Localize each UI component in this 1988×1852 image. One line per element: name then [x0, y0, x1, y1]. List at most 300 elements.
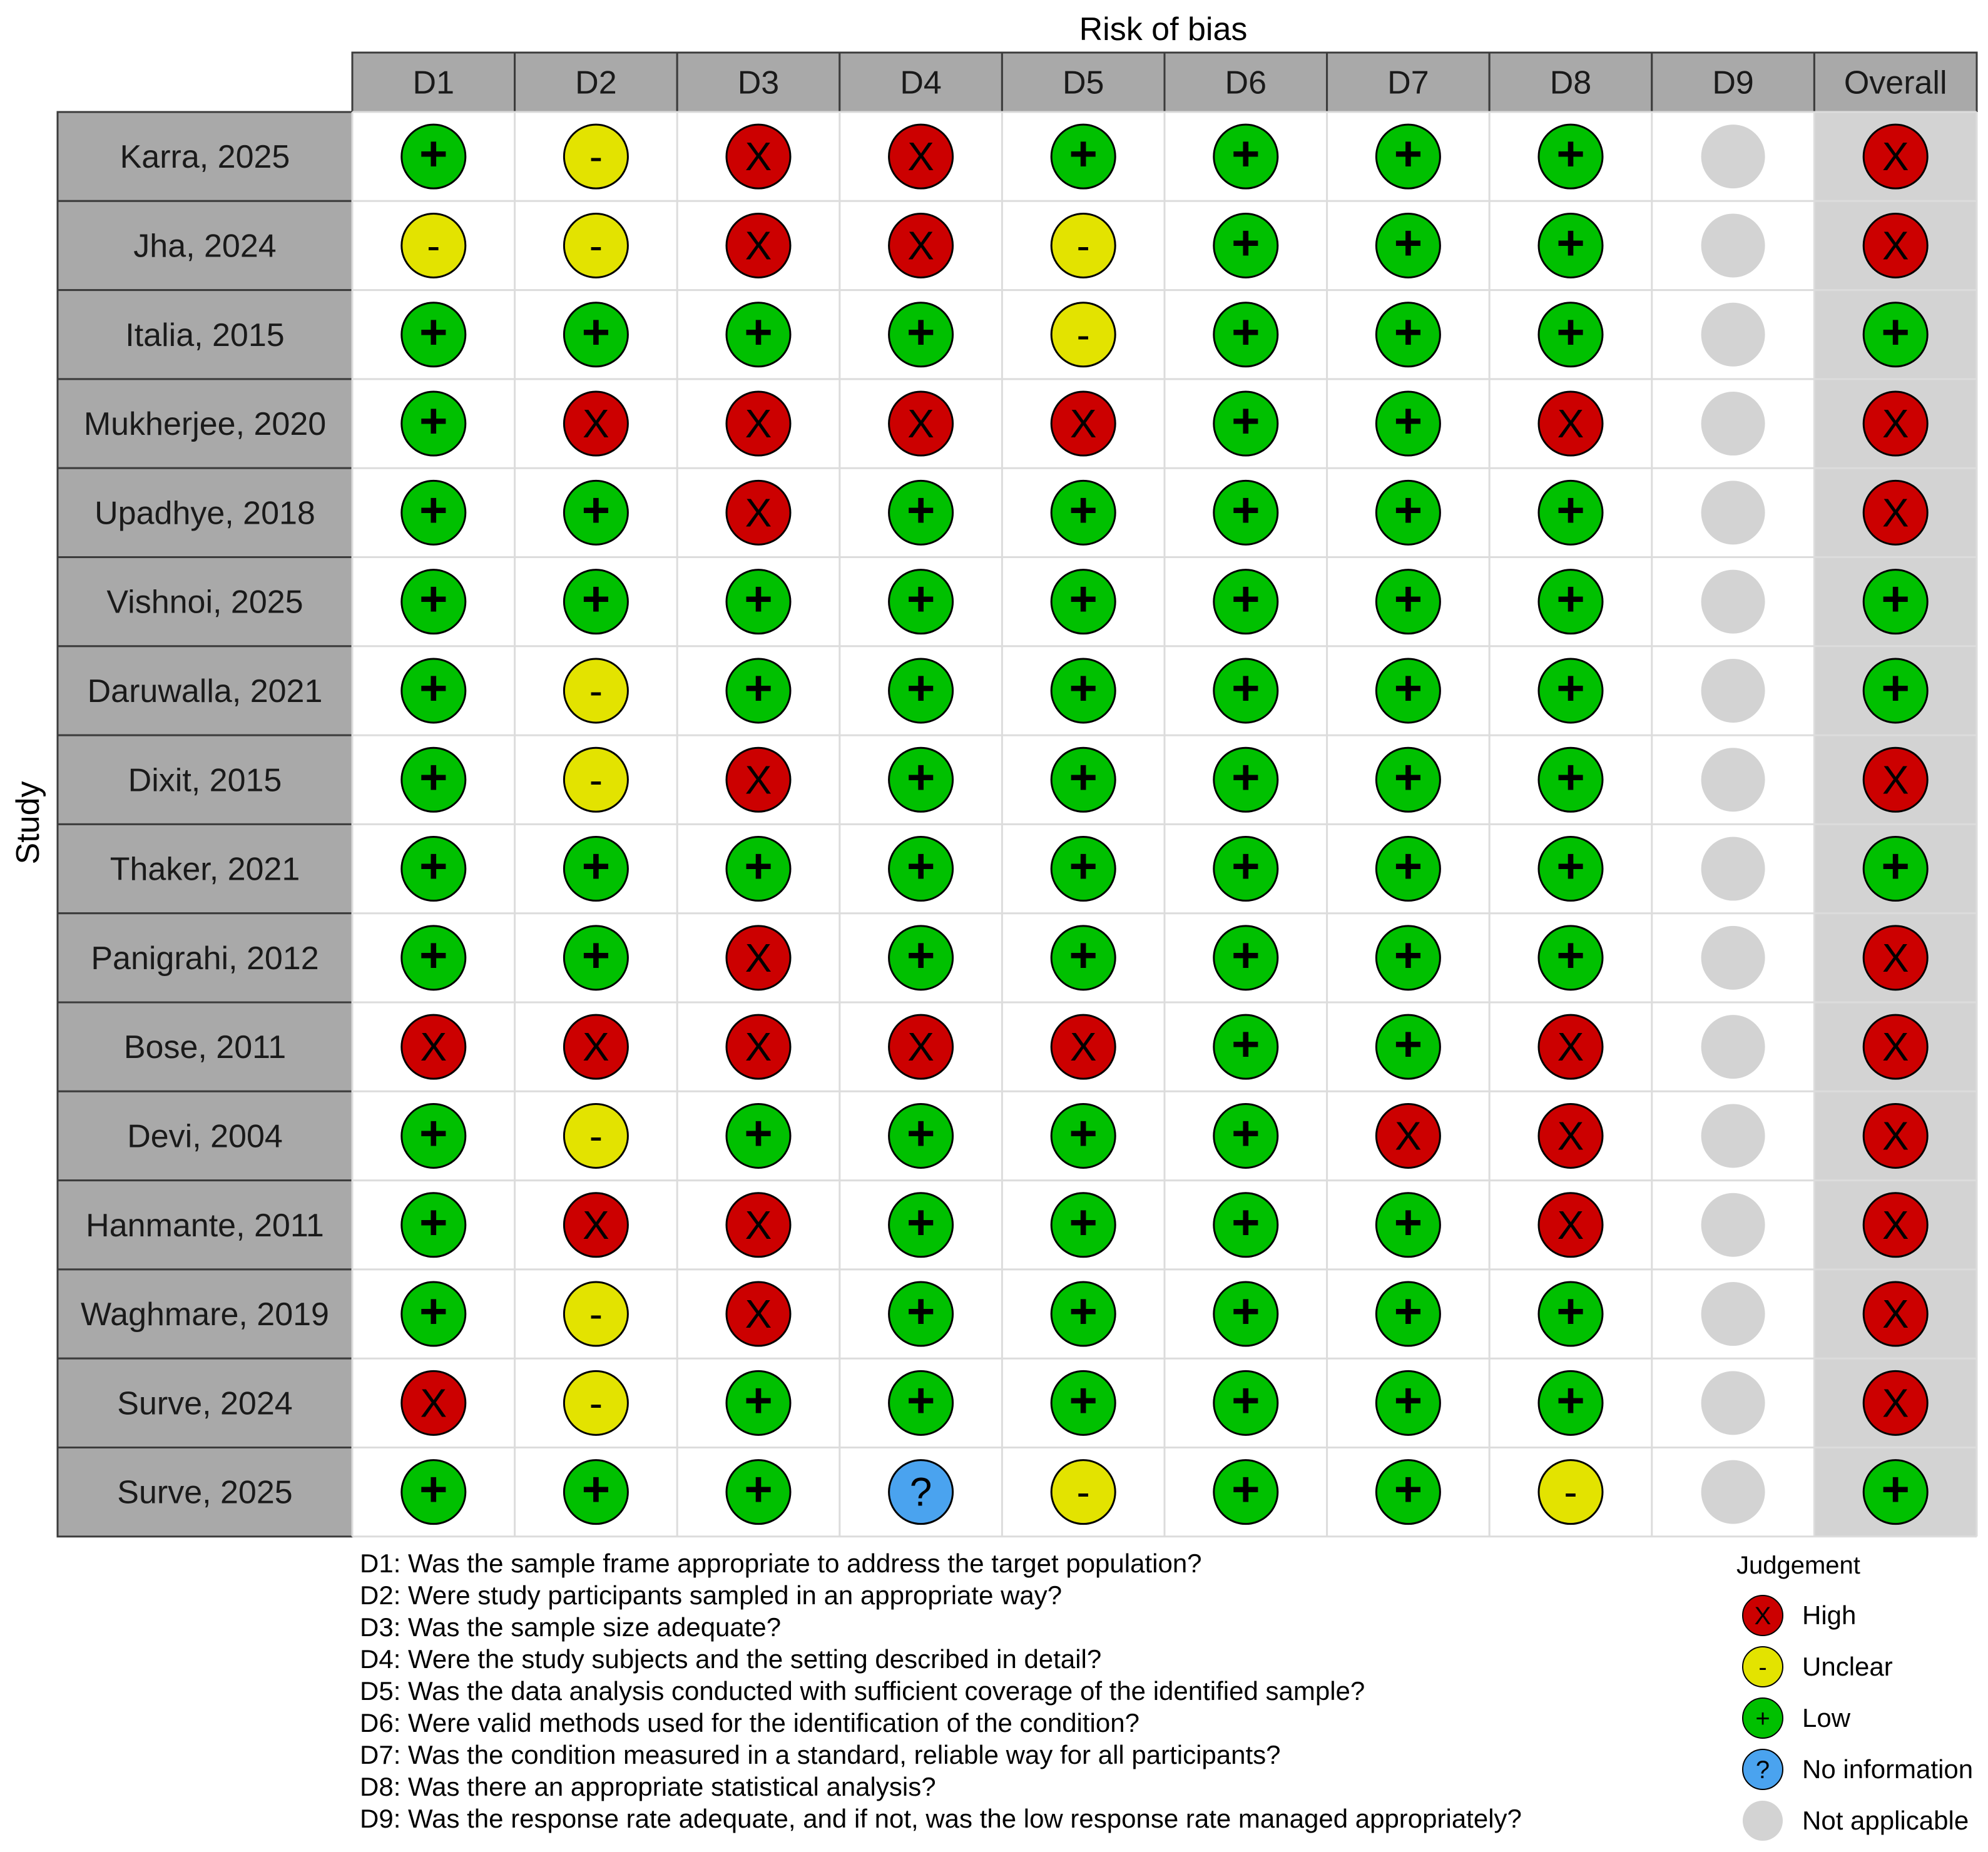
domain-descriptions	[360, 1549, 1522, 1833]
study-label-hanmante-2011: Hanmante, 2011	[86, 1207, 324, 1244]
judgement-symbol: X	[1882, 1291, 1909, 1337]
judgement-symbol: X	[1882, 935, 1909, 980]
judgement-symbol: +	[744, 303, 773, 359]
judgement-symbol: X	[1882, 1113, 1909, 1159]
judgement-dixit-2015-d8	[1539, 748, 1603, 812]
judgement-symbol: +	[1394, 126, 1423, 181]
judgement-waghmare-2019-d5	[1051, 1282, 1115, 1346]
legend-item-low	[1743, 1698, 1851, 1738]
legend-symbol: ?	[1755, 1756, 1770, 1784]
judgement-devi-2004-d1	[402, 1104, 466, 1168]
judgement-dixit-2015-overall	[1863, 748, 1927, 812]
judgement-symbol: +	[1231, 1105, 1260, 1161]
judgement-symbol: +	[1231, 1372, 1260, 1428]
judgement-hanmante-2011-d8	[1539, 1193, 1603, 1257]
legend	[1736, 1552, 1973, 1841]
column-header-d7: D7	[1387, 64, 1429, 101]
judgement-symbol: X	[745, 1291, 772, 1337]
judgement-vishnoi-2025-d4	[889, 570, 953, 634]
judgement-waghmare-2019-d9	[1701, 1282, 1765, 1346]
study-label-thaker-2021: Thaker, 2021	[110, 851, 300, 888]
judgement-symbol: +	[1231, 482, 1260, 537]
judgement-dixit-2015-d3	[726, 748, 790, 812]
column-header-d3: D3	[737, 64, 780, 101]
judgement-devi-2004-d6	[1214, 1104, 1278, 1168]
judgement-symbol: +	[1231, 393, 1260, 449]
column-header-d6: D6	[1225, 64, 1267, 101]
judgement-waghmare-2019-d8	[1539, 1282, 1603, 1346]
judgement-point	[1701, 659, 1765, 723]
judgement-thaker-2021-d3	[726, 837, 790, 901]
judgement-surve-2024-d1	[402, 1371, 466, 1435]
judgement-panigrahi-2012-d5	[1051, 926, 1115, 990]
judgement-jha-2024-overall	[1863, 213, 1927, 277]
column-header-d2: D2	[575, 64, 617, 101]
judgement-symbol: +	[1231, 1194, 1260, 1249]
judgement-symbol: +	[1394, 1372, 1423, 1428]
judgement-symbol: +	[581, 838, 611, 893]
judgement-hanmante-2011-d9	[1701, 1193, 1765, 1257]
judgement-symbol: X	[583, 1202, 609, 1248]
judgement-dixit-2015-d5	[1051, 748, 1115, 812]
judgement-symbol: +	[419, 927, 448, 982]
judgement-symbol: X	[1557, 1024, 1584, 1070]
judgement-symbol: +	[419, 1283, 448, 1339]
judgement-symbol: X	[745, 757, 772, 803]
judgement-symbol: X	[1069, 401, 1097, 447]
judgement-surve-2025-d5	[1051, 1460, 1115, 1524]
judgement-mukherjee-2020-d9	[1701, 392, 1765, 455]
judgement-symbol: +	[1069, 659, 1098, 715]
judgement-daruwalla-2021-d1	[402, 659, 466, 723]
judgement-surve-2025-d8	[1539, 1460, 1603, 1524]
column-header-d9: D9	[1712, 64, 1754, 101]
column-header-d4: D4	[900, 64, 942, 101]
judgement-surve-2025-d3	[726, 1460, 790, 1524]
judgement-symbol: +	[744, 571, 773, 626]
judgement-panigrahi-2012-d4	[889, 926, 953, 990]
judgement-mukherjee-2020-d1	[402, 392, 466, 455]
judgement-symbol: +	[1394, 215, 1423, 270]
judgement-symbol: -	[589, 668, 603, 713]
judgement-hanmante-2011-d2	[564, 1193, 628, 1257]
judgement-daruwalla-2021-d9	[1701, 659, 1765, 723]
judgement-surve-2024-d9	[1701, 1371, 1765, 1435]
judgement-daruwalla-2021-d8	[1539, 659, 1603, 723]
judgement-thaker-2021-d4	[889, 837, 953, 901]
judgement-mukherjee-2020-overall	[1863, 392, 1927, 455]
judgement-jha-2024-d2	[564, 213, 628, 277]
judgement-dixit-2015-d2	[564, 748, 628, 812]
judgement-point	[1701, 1104, 1765, 1168]
judgement-symbol: +	[1231, 1461, 1260, 1517]
judgement-karra-2025-d3	[726, 125, 790, 188]
judgement-symbol: +	[419, 1461, 448, 1517]
judgement-symbol: -	[589, 223, 603, 268]
judgement-surve-2025-d9	[1701, 1460, 1765, 1524]
judgement-surve-2024-d7	[1376, 1371, 1440, 1435]
legend-label: Low	[1802, 1703, 1851, 1732]
judgement-thaker-2021-overall	[1863, 837, 1927, 901]
judgement-symbol: X	[1882, 1202, 1909, 1248]
judgement-bose-2011-d1	[402, 1015, 466, 1079]
study-label-panigrahi-2012: Panigrahi, 2012	[91, 940, 319, 977]
judgement-mukherjee-2020-d5	[1051, 392, 1115, 455]
judgement-symbol: X	[1882, 401, 1909, 447]
judgement-panigrahi-2012-overall	[1863, 926, 1927, 990]
judgement-waghmare-2019-d2	[564, 1282, 628, 1346]
study-label-surve-2024: Surve, 2024	[117, 1385, 293, 1422]
judgement-symbol: +	[1069, 482, 1098, 537]
judgement-bose-2011-d6	[1214, 1015, 1278, 1079]
judgement-vishnoi-2025-d9	[1701, 570, 1765, 634]
judgement-surve-2025-d1	[402, 1460, 466, 1524]
judgement-daruwalla-2021-d2	[564, 659, 628, 723]
judgement-upadhye-2018-d2	[564, 481, 628, 544]
judgement-symbol: +	[1069, 927, 1098, 982]
judgement-symbol: +	[1069, 838, 1098, 893]
judgement-hanmante-2011-d6	[1214, 1193, 1278, 1257]
judgement-symbol: +	[1231, 749, 1260, 805]
judgement-symbol: X	[745, 1202, 772, 1248]
judgement-waghmare-2019-d6	[1214, 1282, 1278, 1346]
judgement-symbol: +	[419, 571, 448, 626]
judgement-daruwalla-2021-d7	[1376, 659, 1440, 723]
judgement-jha-2024-d3	[726, 213, 790, 277]
judgement-symbol: +	[906, 927, 935, 982]
judgement-symbol: +	[1231, 927, 1260, 982]
legend-item-unclear	[1743, 1647, 1893, 1687]
judgement-symbol: X	[1557, 1202, 1584, 1248]
judgement-mukherjee-2020-d3	[726, 392, 790, 455]
judgement-symbol: +	[1069, 1194, 1098, 1249]
judgement-symbol: +	[744, 838, 773, 893]
judgement-point	[1701, 1282, 1765, 1346]
judgement-symbol: -	[589, 1291, 603, 1337]
judgement-symbol: X	[1882, 134, 1909, 180]
judgement-symbol: +	[1556, 838, 1585, 893]
judgement-symbol: +	[1556, 126, 1585, 181]
judgement-hanmante-2011-d3	[726, 1193, 790, 1257]
judgement-surve-2025-d7	[1376, 1460, 1440, 1524]
judgement-symbol: +	[581, 1461, 611, 1517]
judgement-point	[1701, 1460, 1765, 1524]
judgement-symbol: +	[744, 1105, 773, 1161]
judgement-symbol: +	[419, 659, 448, 715]
judgement-upadhye-2018-d4	[889, 481, 953, 544]
judgement-thaker-2021-d8	[1539, 837, 1603, 901]
judgement-symbol: +	[1556, 1372, 1585, 1428]
judgement-dixit-2015-d4	[889, 748, 953, 812]
judgement-symbol: +	[1394, 659, 1423, 715]
judgement-italia-2015-d4	[889, 303, 953, 367]
judgement-vishnoi-2025-d1	[402, 570, 466, 634]
judgement-symbol: +	[419, 1194, 448, 1249]
judgement-waghmare-2019-d7	[1376, 1282, 1440, 1346]
judgement-point	[1701, 926, 1765, 990]
judgement-bose-2011-d7	[1376, 1015, 1440, 1079]
domain-description: D9: Was the response rate adequate, and if not, was the low response rate managed appropriately?	[360, 1804, 1522, 1833]
judgement-panigrahi-2012-d9	[1701, 926, 1765, 990]
judgement-symbol: +	[419, 393, 448, 449]
judgement-mukherjee-2020-d8	[1539, 392, 1603, 455]
judgement-italia-2015-d7	[1376, 303, 1440, 367]
judgement-waghmare-2019-d1	[402, 1282, 466, 1346]
judgement-daruwalla-2021-d4	[889, 659, 953, 723]
judgement-karra-2025-d2	[564, 125, 628, 188]
study-label-karra-2025: Karra, 2025	[120, 139, 290, 176]
judgement-point	[1701, 748, 1765, 812]
judgement-symbol: +	[1556, 482, 1585, 537]
judgement-symbol: X	[745, 134, 772, 180]
judgement-symbol: -	[1076, 1469, 1090, 1515]
legend-title: Judgement	[1736, 1552, 1860, 1579]
judgement-symbol: +	[1231, 659, 1260, 715]
column-header-d8: D8	[1549, 64, 1592, 101]
judgement-mukherjee-2020-d4	[889, 392, 953, 455]
judgement-symbol: X	[1882, 223, 1909, 268]
judgement-symbol: +	[1069, 1372, 1098, 1428]
judgement-symbol: +	[1069, 749, 1098, 805]
judgement-surve-2024-d2	[564, 1371, 628, 1435]
judgement-thaker-2021-d2	[564, 837, 628, 901]
judgement-symbol: +	[1394, 1283, 1423, 1339]
judgement-symbol: +	[906, 482, 935, 537]
judgement-bose-2011-d5	[1051, 1015, 1115, 1079]
judgement-karra-2025-d1	[402, 125, 466, 188]
judgement-daruwalla-2021-d5	[1051, 659, 1115, 723]
judgement-symbol: +	[1556, 927, 1585, 982]
judgement-bose-2011-d4	[889, 1015, 953, 1079]
judgement-mukherjee-2020-d7	[1376, 392, 1440, 455]
judgement-point	[1701, 1015, 1765, 1079]
judgement-symbol: +	[744, 659, 773, 715]
judgement-symbol: X	[745, 1024, 772, 1070]
judgement-panigrahi-2012-d6	[1214, 926, 1278, 990]
legend-item-high	[1743, 1595, 1856, 1636]
study-label-waghmare-2019: Waghmare, 2019	[81, 1296, 329, 1333]
legend-label: Not applicable	[1802, 1806, 1969, 1835]
judgement-symbol: +	[1881, 659, 1910, 715]
judgement-symbol: +	[1231, 126, 1260, 181]
domain-description: D5: Was the data analysis conducted with sufficient coverage of the identified sample?	[360, 1676, 1365, 1706]
judgement-symbol: X	[1395, 1113, 1422, 1159]
legend-label: Unclear	[1802, 1652, 1893, 1681]
domain-description: D6: Were valid methods used for the identification of the condition?	[360, 1708, 1139, 1738]
judgement-point	[1701, 1193, 1765, 1257]
judgement-point	[1701, 481, 1765, 544]
judgement-karra-2025-d7	[1376, 125, 1440, 188]
judgement-daruwalla-2021-overall	[1863, 659, 1927, 723]
judgement-symbol: +	[419, 1105, 448, 1161]
legend-label: High	[1802, 1600, 1857, 1630]
judgement-symbol: +	[1394, 571, 1423, 626]
column-header-overall: Overall	[1843, 64, 1947, 101]
judgement-symbol: -	[589, 757, 603, 803]
judgement-symbol: +	[906, 303, 935, 359]
chart-title: Risk of bias	[1079, 11, 1248, 48]
judgement-symbol: X	[1557, 1113, 1584, 1159]
judgement-symbol: +	[1881, 303, 1910, 359]
judgement-thaker-2021-d5	[1051, 837, 1115, 901]
judgement-symbol: +	[1231, 303, 1260, 359]
judgement-surve-2024-d6	[1214, 1371, 1278, 1435]
judgement-panigrahi-2012-d2	[564, 926, 628, 990]
judgement-hanmante-2011-d1	[402, 1193, 466, 1257]
judgement-symbol: +	[419, 838, 448, 893]
judgement-symbol: -	[1564, 1469, 1578, 1515]
study-label-bose-2011: Bose, 2011	[123, 1029, 287, 1066]
judgement-surve-2024-overall	[1863, 1371, 1927, 1435]
judgement-surve-2024-d5	[1051, 1371, 1115, 1435]
judgement-symbol: X	[1557, 401, 1584, 447]
judgement-symbol: +	[581, 571, 611, 626]
study-label-daruwalla-2021: Daruwalla, 2021	[87, 673, 323, 710]
judgement-symbol: X	[583, 1024, 609, 1070]
judgement-symbol: +	[1394, 927, 1423, 982]
judgement-upadhye-2018-d8	[1539, 481, 1603, 544]
judgement-italia-2015-d6	[1214, 303, 1278, 367]
judgement-vishnoi-2025-d8	[1539, 570, 1603, 634]
judgement-point	[1701, 392, 1765, 455]
judgement-devi-2004-d2	[564, 1104, 628, 1168]
judgement-symbol: +	[1394, 749, 1423, 805]
judgement-symbol: +	[906, 749, 935, 805]
judgement-devi-2004-d9	[1701, 1104, 1765, 1168]
study-label-italia-2015: Italia, 2015	[125, 317, 285, 354]
judgement-karra-2025-d6	[1214, 125, 1278, 188]
judgement-symbol: +	[1556, 303, 1585, 359]
judgement-symbol: +	[906, 1105, 935, 1161]
judgement-karra-2025-d9	[1701, 125, 1765, 188]
judgement-bose-2011-d9	[1701, 1015, 1765, 1079]
domain-description: D7: Was the condition measured in a standard, reliable way for all participants?	[360, 1740, 1281, 1769]
judgement-symbol: +	[1394, 303, 1423, 359]
judgement-symbol: X	[745, 490, 772, 536]
judgement-jha-2024-d7	[1376, 213, 1440, 277]
judgement-vishnoi-2025-d7	[1376, 570, 1440, 634]
judgement-jha-2024-d5	[1051, 213, 1115, 277]
study-label-vishnoi-2025: Vishnoi, 2025	[106, 584, 303, 621]
judgement-karra-2025-overall	[1863, 125, 1927, 188]
judgement-symbol: X	[745, 223, 772, 268]
legend-symbol: X	[1754, 1602, 1771, 1630]
judgement-devi-2004-d3	[726, 1104, 790, 1168]
judgement-symbol: +	[1881, 1461, 1910, 1517]
judgement-symbol: +	[1394, 482, 1423, 537]
study-label-jha-2024: Jha, 2024	[133, 228, 277, 265]
judgement-symbol: +	[419, 303, 448, 359]
study-label-surve-2025: Surve, 2025	[117, 1474, 293, 1511]
judgement-devi-2004-d8	[1539, 1104, 1603, 1168]
judgement-symbol: +	[1556, 749, 1585, 805]
judgement-waghmare-2019-d4	[889, 1282, 953, 1346]
judgement-italia-2015-d1	[402, 303, 466, 367]
judgement-italia-2015-d2	[564, 303, 628, 367]
column-header-d1: D1	[412, 64, 455, 101]
judgement-symbol: +	[1394, 1461, 1423, 1517]
judgement-symbol: +	[1556, 1283, 1585, 1339]
judgement-panigrahi-2012-d1	[402, 926, 466, 990]
judgement-symbol: +	[1394, 393, 1423, 449]
judgement-devi-2004-d4	[889, 1104, 953, 1168]
judgement-symbol: +	[581, 482, 611, 537]
judgement-surve-2024-d3	[726, 1371, 790, 1435]
judgement-symbol: X	[907, 1024, 934, 1070]
judgement-hanmante-2011-d7	[1376, 1193, 1440, 1257]
judgement-point	[1701, 213, 1765, 277]
judgement-vishnoi-2025-d3	[726, 570, 790, 634]
judgement-symbol: -	[1076, 223, 1090, 268]
judgement-symbol: +	[1231, 838, 1260, 893]
judgement-panigrahi-2012-d7	[1376, 926, 1440, 990]
judgement-symbol: +	[906, 571, 935, 626]
judgement-surve-2025-overall	[1863, 1460, 1927, 1524]
judgement-symbol: X	[907, 223, 934, 268]
judgement-bose-2011-d2	[564, 1015, 628, 1079]
judgement-symbol: -	[589, 1113, 603, 1159]
judgement-mukherjee-2020-d2	[564, 392, 628, 455]
judgement-symbol: X	[1882, 1024, 1909, 1070]
judgement-symbol: X	[1882, 757, 1909, 803]
judgement-vishnoi-2025-d6	[1214, 570, 1278, 634]
judgement-surve-2025-d4	[889, 1460, 953, 1524]
judgement-vishnoi-2025-d5	[1051, 570, 1115, 634]
judgement-symbol: +	[744, 1461, 773, 1517]
judgement-symbol: X	[420, 1024, 447, 1070]
judgement-point	[1701, 303, 1765, 367]
judgement-jha-2024-d8	[1539, 213, 1603, 277]
judgement-symbol: X	[1882, 1380, 1909, 1426]
judgement-bose-2011-overall	[1863, 1015, 1927, 1079]
domain-description: D1: Was the sample frame appropriate to address the target population?	[360, 1549, 1202, 1578]
judgement-jha-2024-d9	[1701, 213, 1765, 277]
domain-description: D2: Were study participants sampled in an appropriate way?	[360, 1580, 1063, 1610]
judgement-waghmare-2019-d3	[726, 1282, 790, 1346]
judgement-upadhye-2018-d3	[726, 481, 790, 544]
judgement-thaker-2021-d9	[1701, 837, 1765, 901]
judgement-point	[1701, 125, 1765, 188]
legend-symbol: +	[1755, 1705, 1770, 1732]
judgement-hanmante-2011-d5	[1051, 1193, 1115, 1257]
judgement-hanmante-2011-d4	[889, 1193, 953, 1257]
judgement-symbol: +	[906, 1194, 935, 1249]
judgement-italia-2015-d3	[726, 303, 790, 367]
judgement-symbol: +	[419, 126, 448, 181]
judgement-upadhye-2018-d9	[1701, 481, 1765, 544]
judgement-daruwalla-2021-d3	[726, 659, 790, 723]
judgement-dixit-2015-d6	[1214, 748, 1278, 812]
judgement-point	[1701, 837, 1765, 901]
judgement-symbol: -	[427, 223, 441, 268]
judgement-symbol: +	[419, 749, 448, 805]
judgement-upadhye-2018-d7	[1376, 481, 1440, 544]
judgement-surve-2025-d2	[564, 1460, 628, 1524]
legend-symbol: -	[1758, 1654, 1767, 1681]
legend-label: No information	[1802, 1754, 1974, 1784]
judgement-symbol: +	[1069, 1283, 1098, 1339]
judgement-vishnoi-2025-overall	[1863, 570, 1927, 634]
judgement-thaker-2021-d1	[402, 837, 466, 901]
study-label-upadhye-2018: Upadhye, 2018	[94, 495, 315, 532]
legend-item-not-applicable	[1743, 1801, 1969, 1841]
judgement-symbol: +	[906, 1283, 935, 1339]
judgement-jha-2024-d6	[1214, 213, 1278, 277]
judgement-devi-2004-overall	[1863, 1104, 1927, 1168]
legend-swatch	[1743, 1801, 1783, 1841]
judgement-upadhye-2018-overall	[1863, 481, 1927, 544]
judgement-bose-2011-d8	[1539, 1015, 1603, 1079]
